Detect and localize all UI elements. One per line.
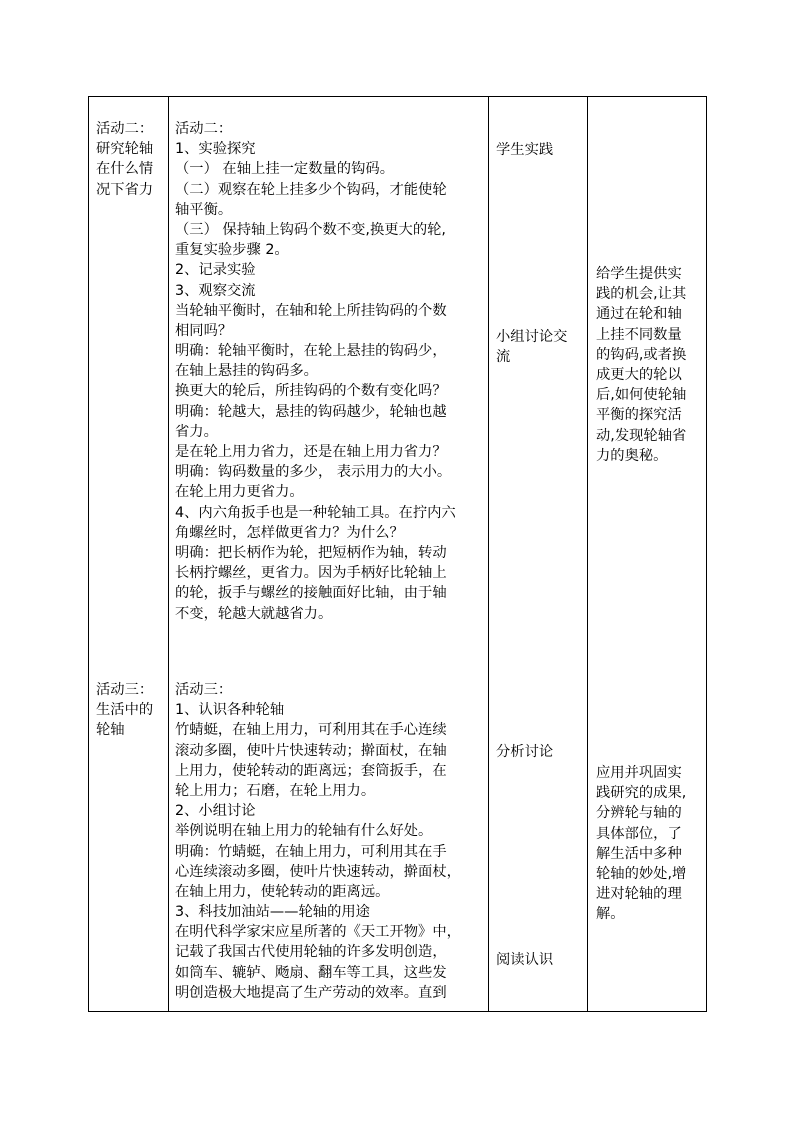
text-line: 当轮轴平衡时，在轴和轮上所挂钩码的个数 — [175, 302, 447, 319]
text-line: 后,如何使轮轴 — [596, 387, 687, 404]
text-line: 换更大的轮后，所挂钩码的个数有变化吗？ — [175, 383, 447, 400]
text-line: 流 — [496, 349, 511, 366]
text-line: 明确：钩码数量的多少， 表示用力的大小。 — [175, 464, 452, 481]
column-divider-1 — [168, 97, 169, 1011]
text-line: 3、观察交流 — [175, 282, 256, 299]
text-line: 省力。 — [175, 423, 218, 440]
activity3-design-intent — [596, 763, 686, 925]
text-line: 力的奥秘。 — [596, 447, 668, 464]
text-line: 4、内六角扳手也是一种轮轴工具。在拧内六 — [175, 504, 456, 521]
text-line: 不变，轮越大就越省力。 — [175, 605, 333, 622]
text-line: 在明代科学家宋应星所著的《天工开物》中， — [175, 924, 461, 941]
activity2-content — [175, 119, 456, 624]
text-line: 践研究的成果, — [596, 785, 687, 802]
text-line: 3、科技加油站——轮轴的用途 — [175, 904, 370, 921]
text-line: 如筒车、辘轳、飏扇、翻车等工具，这些发 — [175, 964, 447, 981]
text-line: 滚动多圈，使叶片快速转动；擀面杖，在轴 — [175, 742, 447, 759]
text-line: 是在轮上用力省力，还是在轴上用力省力？ — [175, 444, 447, 460]
text-line: 明确：竹蜻蜓，在轴上用力，可利用其在手 — [175, 843, 447, 860]
text-line: 重复实验步骤 2。 — [175, 242, 289, 259]
text-line: （三） 保持轴上钩码个数不变,换更大的轮, — [175, 221, 446, 238]
text-line: 生活中的 — [96, 702, 154, 719]
activity2-title — [96, 119, 153, 200]
text-line: 活动三： — [175, 682, 233, 698]
text-line: 在轴上悬挂的钩码多。 — [175, 363, 318, 380]
activity2-student-practice — [496, 140, 553, 160]
column-divider-2 — [488, 97, 489, 1011]
text-line: 在轴上用力，使轮转动的距离远。 — [175, 883, 390, 900]
text-line: 进对轮轴的理 — [596, 886, 682, 903]
text-line: 具体部位，了 — [596, 825, 682, 842]
text-line: 1、实验探究 — [175, 141, 256, 158]
text-line: （一） 在轴上挂一定数量的钩码。 — [175, 161, 394, 178]
text-line: 解。 — [596, 906, 625, 923]
activity3-title — [96, 680, 153, 741]
lesson-plan-table — [88, 96, 707, 1012]
text-line: 1、认识各种轮轴 — [175, 702, 285, 719]
text-line: 通过在轮和轴 — [596, 306, 682, 323]
text-line: 轴平衡。 — [175, 201, 233, 218]
text-line: 研究轮轴 — [96, 141, 154, 158]
text-line: 小组讨论交 — [496, 329, 568, 345]
text-line: 践的机会,让其 — [596, 286, 687, 303]
activity3-student-analysis — [496, 742, 553, 762]
text-line: 角螺丝时，怎样做更省力？为什么？ — [175, 524, 404, 541]
text-line: 学生实践 — [496, 142, 554, 158]
text-line: 成更大的轮以 — [596, 366, 682, 383]
text-line: 举例说明在轴上用力的轮轴有什么好处。 — [175, 823, 433, 840]
text-line: 明确：轮轴平衡时，在轮上悬挂的钩码少， — [175, 343, 447, 360]
text-line: 动,发现轮轴省 — [596, 427, 687, 444]
text-line: 给学生提供实 — [596, 266, 682, 282]
text-line: （二）观察在轮上挂多少个钩码，才能使轮 — [175, 181, 447, 198]
text-line: 分辨轮与轴的 — [596, 805, 682, 822]
column-divider-3 — [587, 97, 588, 1011]
text-line: 在轮上用力更省力。 — [175, 484, 304, 501]
activity2-student-discussion — [496, 327, 567, 367]
text-line: 心连续滚动多圈，使叶片快速转动，擀面杖， — [175, 863, 461, 880]
activity3-student-reading — [496, 950, 553, 970]
activity2-design-intent — [596, 264, 686, 466]
text-line: 况下省力 — [96, 181, 154, 198]
text-line: 记载了我国古代使用轮轴的许多发明创造， — [175, 944, 447, 961]
text-line: 的轮，扳手与螺丝的接触面好比轴，由于轴 — [175, 585, 447, 602]
text-line: 明确：把长柄作为轮，把短柄作为轴，转动 — [175, 544, 447, 561]
text-line: 明确：轮越大，悬挂的钩码越少，轮轴也越 — [175, 403, 447, 420]
text-line: 2、记录实验 — [175, 262, 256, 279]
text-line: 轮轴 — [96, 722, 125, 739]
text-line: 轮上用力；石磨，在轮上用力。 — [175, 782, 376, 799]
text-line: 的钩码,或者换 — [596, 346, 687, 363]
text-line: 在什么情 — [96, 161, 154, 178]
text-line: 分析讨论 — [496, 744, 554, 760]
text-line: 上挂不同数量 — [596, 326, 682, 343]
text-line: 轮轴的妙处,增 — [596, 865, 687, 882]
text-line: 长柄拧螺丝，更省力。因为手柄好比轮轴上 — [175, 565, 447, 582]
text-line: 应用并巩固实 — [596, 765, 682, 781]
text-line: 阅读认识 — [496, 952, 554, 968]
text-line: 活动二： — [175, 121, 233, 137]
text-line: 上用力，使轮转动的距离远；套筒扳手，在 — [175, 762, 447, 779]
text-line: 相同吗？ — [175, 322, 233, 339]
activity3-content — [175, 680, 461, 1003]
text-line: 活动二： — [96, 121, 154, 137]
text-line: 平衡的探究活 — [596, 407, 682, 424]
text-line: 2、小组讨论 — [175, 803, 256, 820]
text-line: 明创造极大地提高了生产劳动的效率。直到 — [175, 984, 447, 1001]
text-line: 解生活中多种 — [596, 845, 682, 862]
text-line: 竹蜻蜓，在轴上用力，可利用其在手心连续 — [175, 722, 447, 739]
text-line: 活动三： — [96, 682, 154, 698]
